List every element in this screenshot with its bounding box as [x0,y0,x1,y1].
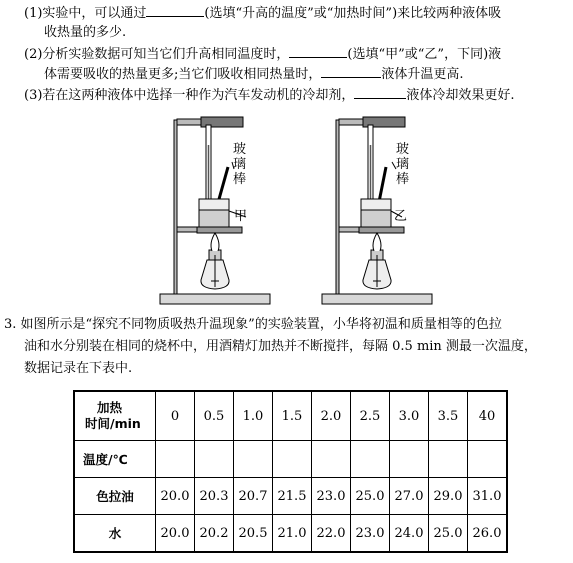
empty-cell [468,441,508,478]
q1-text-b: (选填“升高的温度”或“加热时间”)来比较两种液体吸 [204,6,502,21]
left-rod-label-3: 棒 [233,172,247,187]
time-cell: 2.0 [312,391,351,441]
table-cell: 26.0 [468,515,508,553]
table-cell: 20.3 [195,478,234,515]
problem-3-line-2: 油和水分别装在相同的烧杯中，用酒精灯加热并不断搅拌，每隔 0.5 min 测最一次温度， [24,339,537,354]
empty-cell [195,441,234,478]
table-cell: 20.7 [234,478,273,515]
empty-cell [312,441,351,478]
time-cell: 1.0 [234,391,273,441]
time-cell: 3.5 [429,391,468,441]
q2-text-d: 液体升温更高. [381,67,464,82]
q3-text-b: 液体冷却效果更好. [406,88,515,103]
q2-blank-2[interactable] [321,65,381,78]
table-cell: 29.0 [429,478,468,515]
right-apparatus [322,117,432,304]
time-cell: 40 [468,391,508,441]
q1-text-a: (1)实验中，可以通过 [24,6,147,21]
question-2-line-2 [44,65,464,84]
question-1-line-1 [24,4,501,23]
temp-label: 温度/℃ [74,441,156,478]
right-rod-label-1: 玻 [396,142,410,157]
table-cell: 20.2 [195,515,234,553]
q2-text-a: (2)分析实验数据可知当它们升高相同温度时， [24,47,290,62]
table-cell: 20.0 [156,515,195,553]
problem-3-line-3: 数据记录在下表中. [24,361,133,376]
table-row-oil [74,478,507,515]
table-cell: 22.0 [312,515,351,553]
time-cell: 3.0 [390,391,429,441]
table-cell: 20.5 [234,515,273,553]
empty-cell [429,441,468,478]
header-line-1: 加热 [97,400,123,415]
table-cell: 23.0 [312,478,351,515]
empty-cell [234,441,273,478]
time-cell: 0 [156,391,195,441]
left-rod-label-2: 璃 [233,157,247,172]
question-1-line-2: 收热量的多少. [44,25,127,40]
table-cell: 21.5 [273,478,312,515]
header-line-2: 时间/min [85,416,141,431]
q2-text-c: 体需要吸收的热量更多;当它们吸收相同热量时， [44,67,322,82]
right-beaker-label: 乙 [394,209,408,224]
apparatus-figure [0,105,573,310]
right-rod-label-2: 璃 [396,157,410,172]
q1-blank[interactable] [146,4,204,17]
q2-blank-1[interactable] [289,45,347,58]
question-2-line-1 [24,45,501,64]
time-cell: 2.5 [351,391,390,441]
q3-text-a: (3)若在这两种液体中选择一种作为汽车发动机的冷却剂， [24,88,355,103]
empty-cell [390,441,429,478]
left-apparatus [160,117,270,304]
right-rod-label-3: 棒 [396,172,410,187]
left-rod-label-1: 玻 [233,142,247,157]
left-beaker-label: 甲 [234,209,248,224]
q3-blank[interactable] [354,86,406,99]
table-cell: 23.0 [351,515,390,553]
table-row-temp-label [74,441,507,478]
empty-cell [351,441,390,478]
table-cell: 20.0 [156,478,195,515]
table-cell: 25.0 [351,478,390,515]
problem-3-line-1: 3. 如图所示是“探究不同物质吸热升温现象”的实验装置，小华将初温和质量相等的色拉 [4,317,502,332]
row-label-water: 水 [74,515,156,553]
table-header-row [74,391,507,441]
table-row-water [74,515,507,553]
q2-text-b: (选填“甲”或“乙”，下同)液 [347,47,502,62]
table-cell: 31.0 [468,478,508,515]
empty-cell [156,441,195,478]
question-3-line [24,86,515,105]
data-table [73,390,508,553]
empty-cell [273,441,312,478]
time-cell: 1.5 [273,391,312,441]
table-cell: 21.0 [273,515,312,553]
table-cell: 25.0 [429,515,468,553]
table-cell: 24.0 [390,515,429,553]
header-time-label [74,391,156,441]
row-label-oil: 色拉油 [74,478,156,515]
time-cell: 0.5 [195,391,234,441]
table-cell: 27.0 [390,478,429,515]
